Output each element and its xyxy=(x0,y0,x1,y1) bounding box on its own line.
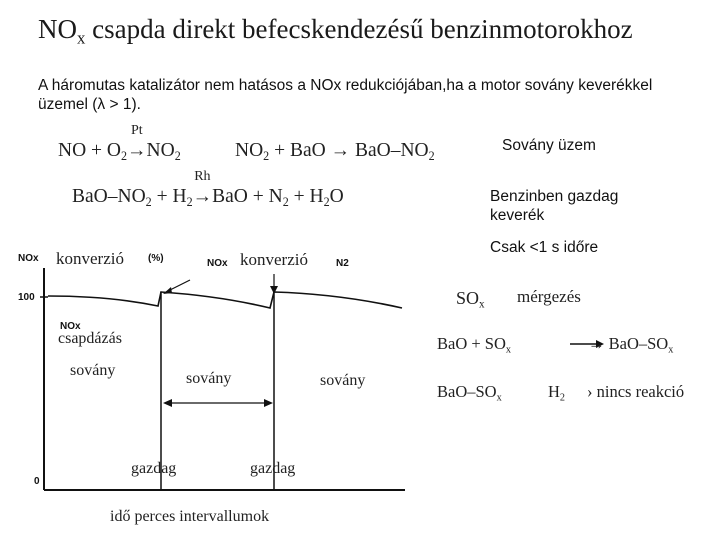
eq3-right1: BaO + N xyxy=(212,186,283,207)
sox-reaction-2-left xyxy=(437,382,502,402)
csapdazas-label: csapdázás xyxy=(58,330,122,347)
eq3-right3: O xyxy=(329,186,344,207)
eq1-arrow: Pt → xyxy=(127,123,147,161)
n2-label: N2 xyxy=(336,258,349,269)
r2-h2-sub: 2 xyxy=(559,392,566,404)
note-rich-line2: keverék xyxy=(490,207,545,224)
eq3-h2-sub: 2 xyxy=(186,194,193,209)
eq2-no2: NO xyxy=(235,140,264,161)
eq3-right2: + H xyxy=(288,186,324,207)
tick-label-0: 0 xyxy=(34,476,40,487)
conversion-curve xyxy=(48,292,402,308)
lean-arrowhead-left xyxy=(163,399,172,407)
title-rest: csapda direkt befecskendezésű benzinmotorokhoz xyxy=(85,14,633,44)
note-rich-line1: Benzinben gazdag xyxy=(490,188,619,205)
mergezes-label: mérgezés xyxy=(517,287,581,306)
eq2-rest: + BaO → BaO–NO xyxy=(269,140,429,161)
nox-trap-label: NOx xyxy=(60,321,81,332)
r2-left-text: BaO–SO xyxy=(437,382,497,401)
sox-reaction-1-left xyxy=(437,334,511,354)
eq2-bno2-sub: 2 xyxy=(428,148,435,163)
r1-left-sub: x xyxy=(505,344,512,356)
r2-result-text: nincs reakció xyxy=(596,382,685,401)
r2-left-sub: x xyxy=(496,392,502,404)
eq3-arrow: Rh → xyxy=(192,169,213,207)
r2-arrow: › xyxy=(587,382,593,401)
sox-label-text: SO xyxy=(456,288,480,308)
x-axis-label: idő perces intervallumok xyxy=(110,508,270,525)
gazdag-label-1: gazdag xyxy=(131,460,177,477)
note-lean: Sovány üzem xyxy=(502,137,596,154)
tick-label-100: 100 xyxy=(18,292,35,303)
gazdag-label-2: gazdag xyxy=(250,460,296,477)
y-label-nox: NOx xyxy=(18,253,39,264)
sox-label-sub: x xyxy=(479,298,485,311)
sovany-label-1: sovány xyxy=(70,362,116,379)
sox-reaction-2-result xyxy=(587,382,684,402)
eq2-no2-sub: 2 xyxy=(263,148,270,163)
intro-text: A háromutas katalizátor nem hatásos a NOx redukciójában,ha a motor sovány keverékkel üzemel (λ > 1). xyxy=(38,77,653,113)
sovany-label-2: sovány xyxy=(186,370,232,387)
lean-arrowhead-right xyxy=(264,399,273,407)
eq1-product-sub: 2 xyxy=(174,148,181,163)
eq3-h2o-sub: 2 xyxy=(323,194,330,209)
y-label-konverzio: konverzió xyxy=(56,249,124,268)
sox-reaction-2-h2 xyxy=(548,382,565,402)
y-label-percent: (%) xyxy=(148,253,164,264)
sox-label xyxy=(456,288,485,309)
sox-reaction-1-right xyxy=(588,334,673,354)
eq3-left: BaO–NO xyxy=(72,186,146,207)
eq3-left-sub: 2 xyxy=(145,194,152,209)
eq1-catalyst: Pt xyxy=(130,123,143,138)
sovany-label-3: sovány xyxy=(320,372,366,389)
r1-right-sub: x xyxy=(668,344,674,356)
eq1-left: NO + O xyxy=(58,140,121,161)
eq3-n2-sub: 2 xyxy=(282,194,289,209)
title-sub: x xyxy=(77,28,86,48)
eq1-product: NO xyxy=(146,140,175,161)
r1-left-text: BaO + SO xyxy=(437,334,506,353)
eq3-h2: + H xyxy=(151,186,187,207)
pointer-arrowhead-1 xyxy=(163,287,172,294)
konverzio-label-2: konverzió xyxy=(240,250,308,269)
nox-label-2: NOx xyxy=(207,258,228,269)
r2-h2-text: H xyxy=(548,382,560,401)
title-main: NO xyxy=(38,14,77,44)
note-short: Csak <1 s időre xyxy=(490,239,599,256)
eq3-catalyst: Rh xyxy=(194,169,211,184)
eq1-o-sub: 2 xyxy=(121,148,128,163)
r1-right-text: → BaO–SO xyxy=(588,334,669,353)
